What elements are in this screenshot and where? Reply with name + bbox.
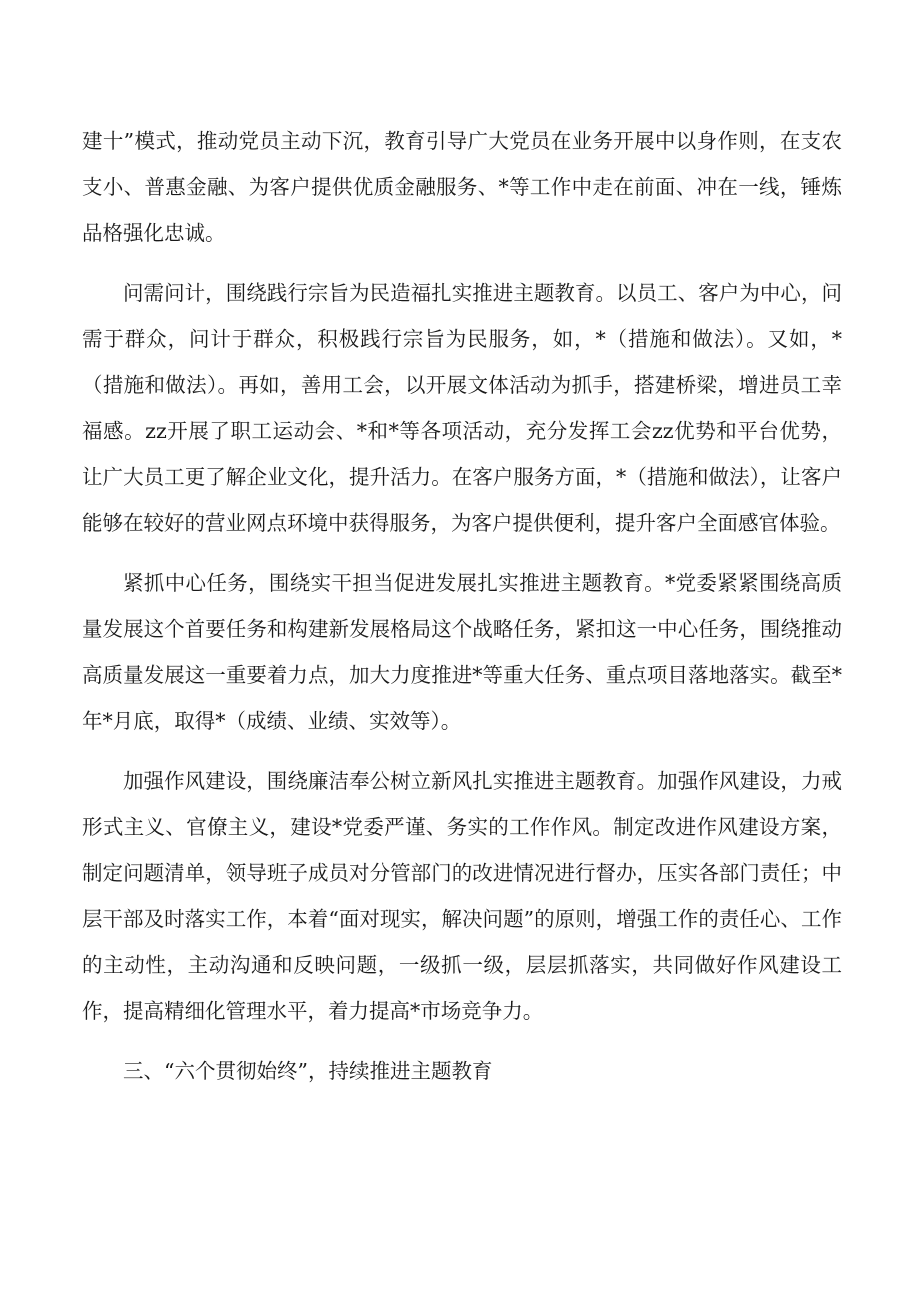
- paragraph-central-task: 紧抓中心任务，围绕实干担当促进发展扎实推进主题教育。*党委紧紧围绕高质量发展这个首要任务和构建新发展格局这个战略任务，紧扣这一中心任务，围绕推动高质量发展这一重要着力点，加大力度推进*等重大任务、重点项目落地落实。截至*年*月底，取得*（成绩、业绩、实效等）。: [82, 571, 842, 733]
- paragraph-serve-people: 问需问计，围绕践行宗旨为民造福扎实推进主题教育。以员工、客户为中心，问需于群众，问计于群众，积极践行宗旨为民服务，如，*（措施和做法）。又如，*（措施和做法）。再如，善用工会，以开展文体活动为抓手，搭建桥梁，增进员工幸福感。zz开展了职工运动会、*和*等各项活动，充分发挥工会zz优势和平台优势，让广大员工更了解企业文化，提升活力。在客户服务方面，*（措施和做法），让客户能够在较好的营业网点环境中获得服务，为客户提供便利，提升客户全面感官体验。: [82, 281, 842, 535]
- section-heading: 三、“六个贯彻始终”，持续推进主题教育: [123, 1059, 493, 1083]
- paragraph-work-style: 加强作风建设，围绕廉洁奉公树立新风扎实推进主题教育。加强作风建设，力戒形式主义、官僚主义，建设*党委严谨、务实的工作作风。制定改进作风建设方案，制定问题清单，领导班子成员对分管部门的改进情况进行督办，压实各部门责任；中层干部及时落实工作，本着“面对现实，解决问题”的原则，增强工作的责任心、工作的主动性，主动沟通和反映问题，一级抓一级，层层抓落实，共同做好作风建设工作，提高精细化管理水平，着力提高*市场竞争力。: [82, 769, 842, 1023]
- document-body: [82, 118, 842, 1094]
- paragraph-continuation: 建十”模式，推动党员主动下沉，教育引导广大党员在业务开展中以身作则，在支农支小、普惠金融、为客户提供优质金融服务、*等工作中走在前面、冲在一线，锤炼品格强化忠诚。: [82, 129, 842, 245]
